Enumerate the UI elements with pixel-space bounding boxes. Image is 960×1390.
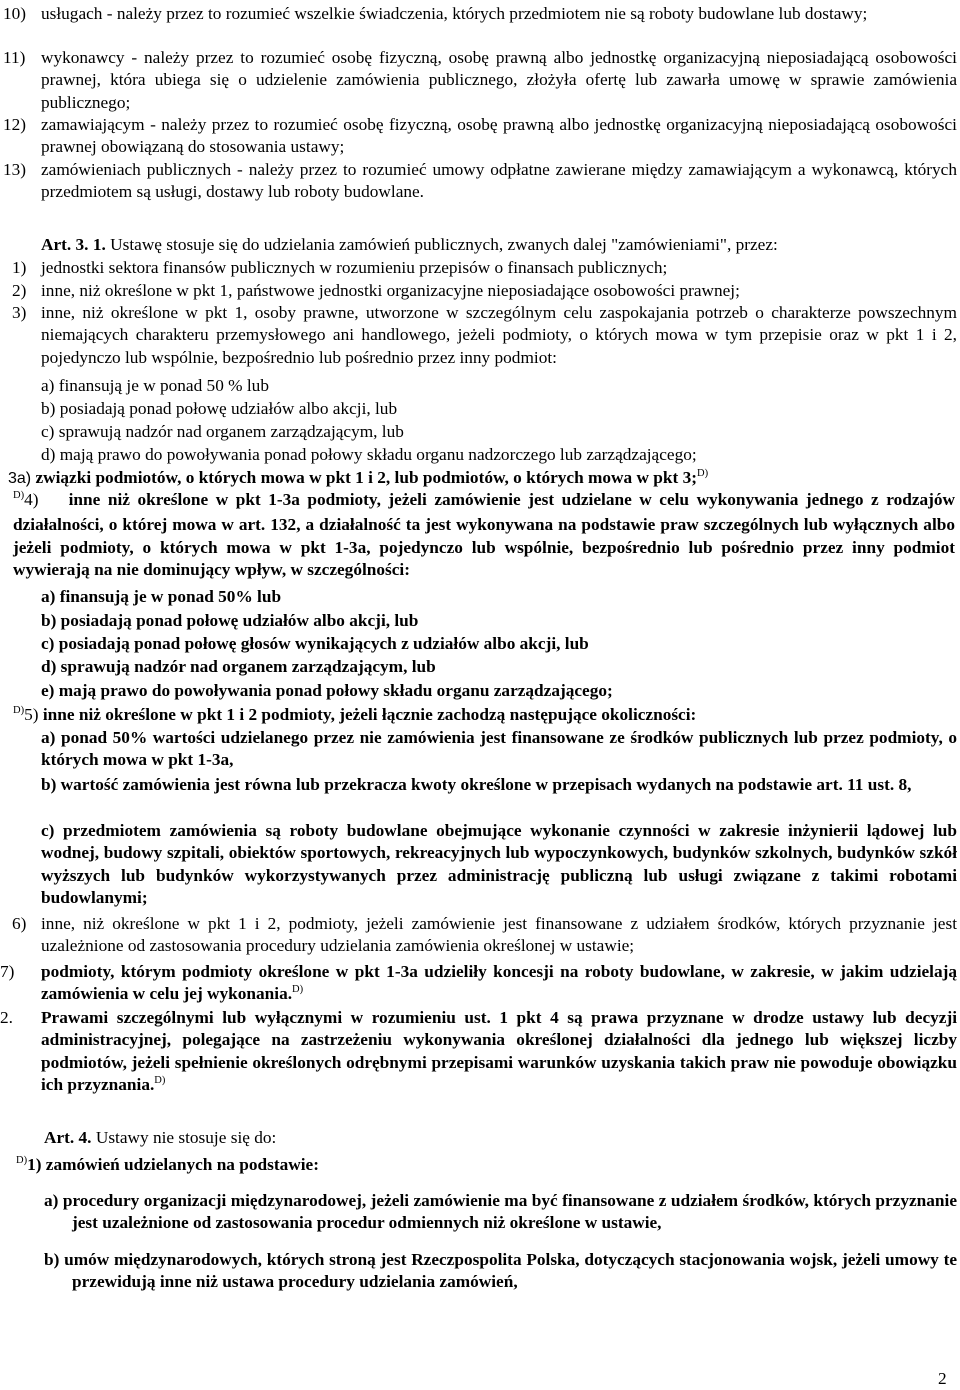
art-3-point-3-b: b) posiadają ponad połowę udziałów albo akcji, lub: [41, 399, 398, 418]
art-3-intro-text: Ustawę stosuje się do udzielania zamówień publicznych, zwanych dalej "zamówieniami", przez:: [110, 235, 778, 254]
definition-text: zamówieniach publicznych - należy przez to rozumieć umowy odpłatne zawierane między zamawiającym a wykonawcą, których przedmiotem są usługi, dostawy lub roboty budowlane.: [41, 160, 957, 202]
sub-point-text: b) umów międzynarodowych, których stroną jest Rzeczpospolita Polska, dotyczących stacjonowania wojsk, jeżeli umowy te przewidują inne niż ustawa procedury udzielania zamówień,: [44, 1250, 957, 1292]
definition-text: usługach - należy przez to rozumieć wszelkie świadczenia, których przedmiotem nie są roboty budowlane lub dostawy;: [41, 4, 868, 23]
amendment-mark: D): [13, 490, 25, 501]
paragraph-number: 2.: [0, 1008, 13, 1027]
article-heading: Art. 4.: [44, 1128, 92, 1147]
definition-text: wykonawcy - należy przez to rozumieć osobę fizyczną, osobę prawną albo jednostkę organizacyjną nieposiadającą osobowości prawnej, która ubiega się o udzielenie zamówienia publicznego, złożyła ofertę lub zawarła umowę w sprawie zamówienia publicznego;: [41, 48, 957, 112]
point-number: 7): [0, 962, 15, 981]
art-4-point-1-a: [44, 1190, 957, 1235]
definition-number: 10): [3, 4, 27, 23]
definition-text: zamawiającym - należy przez to rozumieć osobę fizyczną, osobę prawną albo jednostkę organizacyjną nieposiadającą osobowości prawnej obowiązaną do stosowania ustawy;: [41, 115, 957, 157]
art-4-point-1: [16, 1154, 916, 1179]
sub-point-text: a) procedury organizacji międzynarodowej, jeżeli zamówienie ma być finansowane z udziałem środków, których przyznanie jest uzależnione od zastosowania procedur odmiennych niż określone w ustawie,: [44, 1191, 957, 1233]
definition-13: [3, 159, 957, 204]
point-text: inne, niż określone w pkt 1 i 2, podmioty, jeżeli zamówienie jest finansowane z udziałem środków, których przyznanie jest uzależnione od zastosowania procedury udzielania zamówienia określonej w ustawie;: [41, 914, 957, 956]
article-heading: Art. 3.: [41, 235, 89, 254]
point-text: 1) zamówień udzielanych na podstawie:: [27, 1155, 319, 1174]
point-text: podmioty, którym podmioty określone w pkt 1-3a udzieliły koncesji na roboty budowlane, w zakresie, w jakim udzielają zamówienia w celu jej wykonania.: [41, 962, 957, 1004]
art-3-paragraph-2: [0, 1007, 957, 1099]
art-3-point-5-a: [41, 727, 957, 772]
art-3-point-4-a: a) finansują je w ponad 50% lub: [41, 587, 282, 606]
amendment-mark: D): [16, 1155, 28, 1166]
point-number: 2): [12, 281, 27, 300]
art-3-intro: [41, 234, 957, 256]
point-number: 5): [24, 705, 39, 724]
amendment-mark: D): [292, 984, 304, 996]
amendment-mark: D): [696, 468, 709, 479]
definition-12: [3, 114, 957, 159]
sub-point-text: b) wartość zamówienia jest równa lub przekracza kwoty określone w przepisach wydanych na podstawie art. 11 ust. 8,: [41, 775, 912, 794]
art-3-point-3-c: c) sprawują nadzór nad organem zarządzającym, lub: [41, 422, 404, 441]
art-3-point-3: [3, 302, 957, 369]
sub-point-text: c) przedmiotem zamówienia są roboty budowlane obejmujące wykonanie czynności w zakresie inżynierii lądowej lub wodnej, budowy szpitali, obiektów sportowych, rekreacyjnych lub wypoczynkowych, budynków szkolnych, budynków szkół wyższych lub budynków wykorzystywanych przez administrację publiczną lub usługi związane z takimi robotami budowlanymi;: [41, 821, 957, 907]
art-3-point-5-b: [41, 774, 957, 796]
art-3-point-3-d: d) mają prawo do powoływania ponad połowy składu organu nadzorczego lub zarządzającego;: [41, 445, 697, 464]
paragraph-number: 1.: [92, 235, 106, 254]
art-3-point-4-e: e) mają prawo do powoływania ponad połowy składu organu zarządzającego;: [41, 681, 613, 700]
definition-number: 12): [3, 115, 27, 134]
art-3-point-7: [0, 961, 957, 1009]
art-3-point-4: [13, 489, 955, 581]
point-number: 1): [12, 258, 27, 277]
art-3-point-6: [3, 913, 957, 958]
definition-number: 13): [3, 160, 27, 179]
point-number: 3a): [8, 470, 32, 487]
art-3-point-1: [3, 257, 957, 279]
point-number: 4): [24, 490, 39, 509]
art-3-point-4-b: b) posiadają ponad połowę udziałów albo akcji, lub: [41, 611, 419, 630]
art-3-point-4-d: d) sprawują nadzór nad organem zarządzającym, lub: [41, 657, 436, 676]
amendment-mark: D): [13, 705, 25, 716]
art-3-point-5: [13, 704, 955, 729]
art-4-point-1-b: [44, 1249, 957, 1294]
art-3-point-5-c: [41, 820, 957, 909]
art-4-intro: [44, 1127, 944, 1149]
art-3-point-4-c: c) posiadają ponad połowę głosów wynikających z udziałów albo akcji, lub: [41, 634, 589, 653]
definition-10: [3, 3, 957, 25]
art-3-point-3-a: a) finansują je w ponad 50 % lub: [41, 376, 269, 395]
point-text: inne niż określone w pkt 1-3a podmioty, jeżeli zamówienie jest udzielane w celu wykonywania jednego z rodzajów działalności, o której mowa w art. 132, a działalność ta jest wykonywana na podstawie praw szczególnych lub wyłącznych albo jeżeli podmioty, o których mowa w pkt 1-3a, pojedynczo lub wspólnie, bezpośrednio lub pośrednio przez inny podmiot wywierają na nie dominujący wpływ, w szczególności:: [13, 490, 956, 579]
point-number: 6): [12, 914, 27, 933]
page-number: 2: [938, 1369, 947, 1388]
point-text: związki podmiotów, o których mowa w pkt 1 i 2, lub podmiotów, o których mowa w pkt 3;: [35, 468, 697, 487]
paragraph-text: Prawami szczególnymi lub wyłącznymi w rozumieniu ust. 1 pkt 4 są prawa przyznane w drodze ustawy lub decyzji administracyjnej, polegające na zastrzeżeniu wykonywania określonej działalności dla jednego lub większej liczby podmiotów, jeżeli spełnienie określonych odrębnymi przepisami warunków uzyskania takich praw nie powoduje obowiązku ich przyznania.: [41, 1008, 957, 1094]
art-4-intro-text: Ustawy nie stosuje się do:: [95, 1128, 277, 1147]
art-3-point-2: [3, 280, 957, 302]
point-text: inne, niż określone w pkt 1, osoby prawne, utworzone w szczególnym celu zaspokajania potrzeb o charakterze powszechnym niemających charakteru przemysłowego ani handlowego, jeżeli podmioty, o których mowa w tym przepisie oraz w pkt 1 i 2, pojedynczo lub wspólnie, bezpośrednio lub pośrednio przez inny podmiot:: [41, 303, 957, 367]
definition-number: 11): [3, 48, 26, 67]
point-number: 3): [12, 303, 27, 322]
point-text: inne niż określone w pkt 1 i 2 podmioty, jeżeli łącznie zachodzą następujące okoliczności:: [42, 705, 697, 724]
amendment-mark: D): [154, 1074, 166, 1086]
point-text: jednostki sektora finansów publicznych w rozumieniu przepisów o finansach publicznych;: [41, 258, 668, 277]
definition-11: [3, 47, 957, 114]
sub-point-text: a) ponad 50% wartości udzielanego przez nie zamówienia jest finansowane ze środków publicznych lub przez podmioty, o których mowa w pkt 1-3a,: [41, 728, 957, 770]
point-text: inne, niż określone w pkt 1, państwowe jednostki organizacyjne nieposiadające osobowości prawnej;: [41, 281, 740, 300]
